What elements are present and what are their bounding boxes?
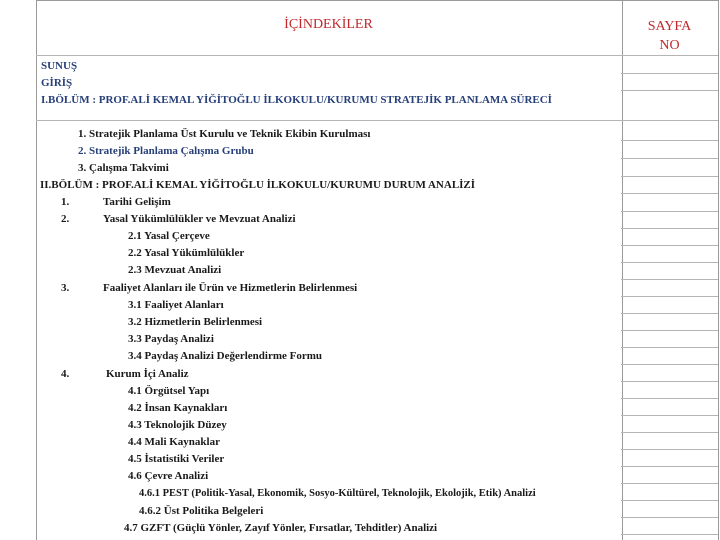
toc-entry-s4-2[interactable]: 4.2 İnsan Kaynakları — [128, 402, 228, 414]
grid-line — [621, 517, 718, 518]
toc-column — [36, 0, 623, 540]
grid-line — [621, 211, 718, 212]
toc-sheet — [36, 0, 720, 540]
section-number: 2. — [61, 213, 70, 225]
toc-entry-s4-6-2[interactable]: 4.6.2 Üst Politika Belgeleri — [139, 505, 264, 517]
grid-line — [621, 432, 718, 433]
grid-line — [621, 466, 718, 467]
toc-entry-s4-6-1[interactable]: 4.6.1 PEST (Politik-Yasal, Ekonomik, Sosyo-Kültürel, Teknolojik, Ekolojik, Etik) Analizi — [139, 488, 536, 499]
toc-entry-s2-3[interactable]: 2.3 Mevzuat Analizi — [128, 264, 222, 276]
toc-entry-s3-2[interactable]: 3.2 Hizmetlerin Belirlenmesi — [128, 316, 263, 328]
toc-entry-s3-1[interactable]: 3.1 Faaliyet Alanları — [128, 299, 224, 311]
grid-line — [621, 347, 718, 348]
toc-entry-s1[interactable]: Tarihi Gelişim — [103, 196, 171, 208]
toc-entry-s4[interactable]: Kurum İçi Analiz — [106, 368, 189, 380]
grid-line — [621, 330, 718, 331]
section-number: 1. — [61, 196, 70, 208]
grid-line — [621, 534, 718, 535]
toc-entry-s4-7[interactable]: 4.7 GZFT (Güçlü Yönler, Zayıf Yönler, Fırsatlar, Tehditler) Analizi — [124, 522, 438, 534]
page-number-column — [621, 0, 719, 540]
toc-entry-s3[interactable]: Faaliyet Alanları ile Ürün ve Hizmetlerin Belirlenmesi — [103, 282, 358, 294]
grid-line — [621, 398, 718, 399]
toc-entry-p1-3[interactable]: 3. Çalışma Takvimi — [78, 162, 169, 174]
grid-line — [621, 176, 718, 177]
toc-entry-s4-5[interactable]: 4.5 İstatistiki Veriler — [128, 453, 225, 465]
page-number-header-line2: NO — [659, 38, 680, 53]
grid-line — [621, 449, 718, 450]
grid-line — [621, 415, 718, 416]
grid-line — [621, 364, 718, 365]
grid-line — [621, 381, 718, 382]
grid-line — [621, 245, 718, 246]
toc-entry-giris[interactable]: GİRİŞ — [41, 77, 73, 89]
toc-entry-s4-1[interactable]: 4.1 Örgütsel Yapı — [128, 385, 210, 397]
grid-line — [621, 228, 718, 229]
toc-entry-sunus[interactable]: SUNUŞ — [41, 60, 78, 72]
toc-title: İÇİNDEKİLER — [284, 17, 373, 32]
grid-line — [621, 140, 718, 141]
grid-line — [621, 279, 718, 280]
grid-line — [621, 483, 718, 484]
grid-line — [36, 120, 718, 121]
grid-line — [621, 313, 718, 314]
toc-entry-s3-3[interactable]: 3.3 Paydaş Analizi — [128, 333, 214, 345]
toc-entry-s3-4[interactable]: 3.4 Paydaş Analizi Değerlendirme Formu — [128, 350, 323, 362]
grid-line — [621, 73, 718, 74]
toc-entry-p1-1[interactable]: 1. Stratejik Planlama Üst Kurulu ve Teknik Ekibin Kurulması — [78, 128, 371, 140]
section-number: 3. — [61, 282, 70, 294]
toc-entry-s2-2[interactable]: 2.2 Yasal Yükümlülükler — [128, 247, 245, 259]
toc-entry-s4-3[interactable]: 4.3 Teknolojik Düzey — [128, 419, 227, 431]
grid-line — [36, 55, 718, 56]
grid-line — [621, 158, 718, 159]
grid-line — [621, 500, 718, 501]
page-number-header — [621, 17, 718, 55]
grid-line — [621, 193, 718, 194]
toc-entry-s4-4[interactable]: 4.4 Mali Kaynaklar — [128, 436, 220, 448]
toc-entry-part2[interactable]: II.BÖLÜM : PROF.ALİ KEMAL YİĞİTOĞLU İLKOKULU/KURUMU DURUM ANALİZİ — [40, 179, 476, 191]
toc-entry-part1[interactable]: I.BÖLÜM : PROF.ALİ KEMAL YİĞİTOĞLU İLKOKULU/KURUMU STRATEJİK PLANLAMA SÜRECİ — [41, 94, 552, 106]
toc-entry-p1-2[interactable]: 2. Stratejik Planlama Çalışma Grubu — [78, 145, 254, 157]
toc-entry-s4-6[interactable]: 4.6 Çevre Analizi — [128, 470, 209, 482]
grid-line — [621, 262, 718, 263]
toc-entry-s2-1[interactable]: 2.1 Yasal Çerçeve — [128, 230, 210, 242]
section-number: 4. — [61, 368, 70, 380]
page-number-header-line1: SAYFA — [647, 19, 692, 34]
grid-line — [36, 0, 718, 1]
grid-line — [621, 90, 718, 91]
grid-line — [621, 296, 718, 297]
toc-entry-s2[interactable]: Yasal Yükümlülükler ve Mevzuat Analizi — [103, 213, 296, 225]
